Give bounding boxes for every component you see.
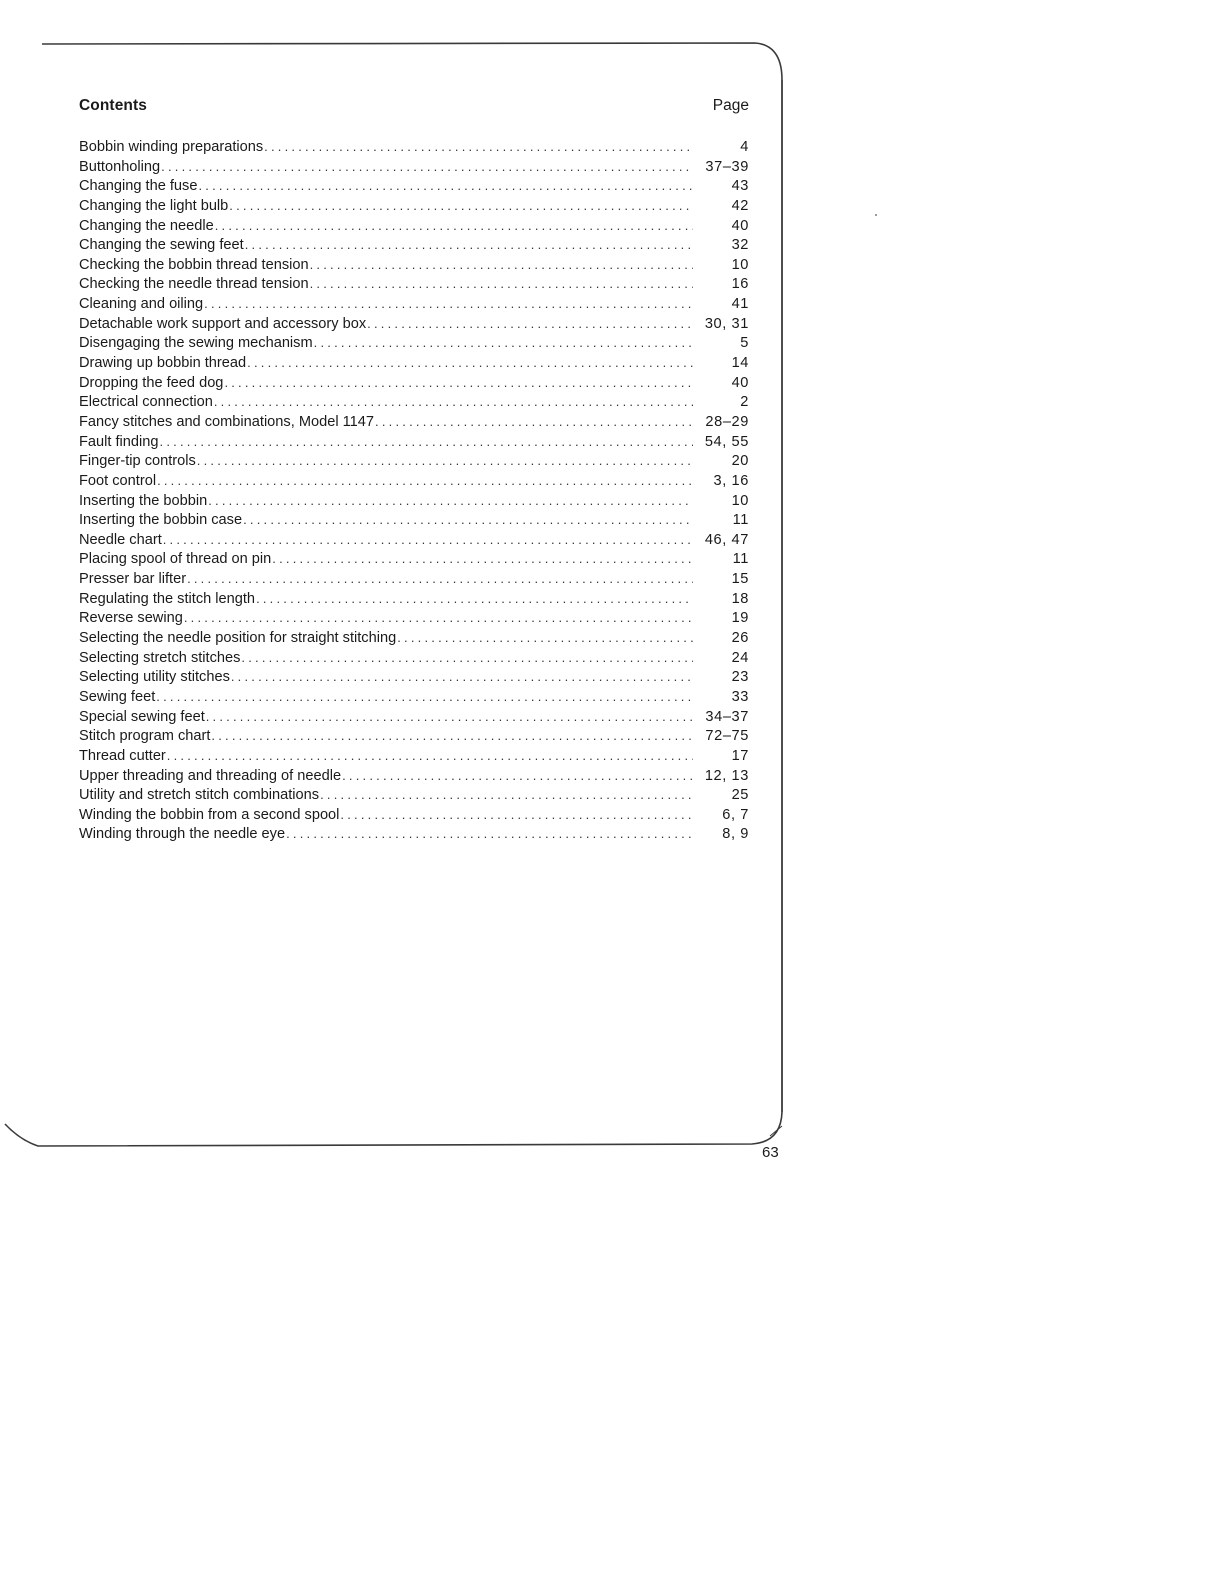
dot-leader bbox=[231, 667, 693, 687]
toc-entry-topic: Changing the light bulb bbox=[79, 197, 229, 214]
toc-entry-page: 10 bbox=[731, 256, 749, 273]
toc-entry-topic: Stitch program chart bbox=[79, 728, 211, 745]
toc-entry-topic: Thread cutter bbox=[79, 747, 166, 764]
dot-leader bbox=[229, 196, 693, 216]
contents-list bbox=[79, 137, 749, 844]
toc-entry-page: 12, 13 bbox=[704, 767, 749, 784]
frame-top-line bbox=[42, 43, 782, 80]
toc-entry bbox=[79, 589, 749, 609]
toc-entry-topic: Buttonholing bbox=[79, 158, 161, 175]
toc-entry-topic: Reverse sewing bbox=[79, 610, 183, 627]
toc-entry-topic: Changing the needle bbox=[79, 217, 214, 234]
toc-entry-page: 19 bbox=[731, 610, 749, 627]
toc-entry-page: 18 bbox=[731, 590, 749, 607]
toc-entry-page: 15 bbox=[731, 571, 749, 588]
dot-leader bbox=[161, 157, 693, 177]
toc-entry bbox=[79, 766, 749, 786]
page-column-heading: Page bbox=[712, 97, 749, 114]
page-number: 63 bbox=[762, 1144, 779, 1161]
dot-leader bbox=[272, 549, 693, 569]
dot-leader bbox=[198, 176, 693, 196]
toc-entry-topic: Foot control bbox=[79, 472, 157, 489]
toc-entry-topic: Bobbin winding preparations bbox=[79, 139, 264, 155]
toc-entry-topic: Winding through the needle eye bbox=[79, 826, 286, 843]
toc-entry-topic: Detachable work support and accessory box bbox=[79, 315, 367, 332]
dot-leader bbox=[310, 274, 693, 294]
toc-entry bbox=[79, 530, 749, 550]
dot-leader bbox=[264, 137, 693, 157]
toc-entry-topic: Changing the sewing feet bbox=[79, 237, 244, 254]
contents-title: Contents bbox=[79, 97, 147, 114]
toc-entry-page: 8, 9 bbox=[722, 826, 749, 843]
dot-leader bbox=[375, 412, 693, 432]
toc-entry bbox=[79, 373, 749, 393]
toc-entry-page: 32 bbox=[731, 237, 749, 254]
toc-entry bbox=[79, 451, 749, 471]
toc-entry bbox=[79, 549, 749, 569]
toc-entry-page: 26 bbox=[731, 630, 749, 647]
dot-leader bbox=[163, 530, 693, 550]
toc-entry-page: 54, 55 bbox=[704, 433, 749, 450]
toc-entry bbox=[79, 216, 749, 236]
toc-entry-page: 40 bbox=[731, 374, 749, 391]
toc-entry bbox=[79, 235, 749, 255]
toc-entry-topic: Utility and stretch stitch combinations bbox=[79, 787, 320, 804]
toc-entry-page: 33 bbox=[731, 688, 749, 705]
dot-leader bbox=[256, 589, 693, 609]
dot-leader bbox=[314, 333, 693, 353]
toc-entry-topic: Sewing feet bbox=[79, 688, 156, 705]
toc-entry-topic: Selecting the needle position for straight stitching bbox=[79, 630, 397, 647]
toc-entry-topic: Checking the bobbin thread tension bbox=[79, 256, 309, 273]
toc-entry bbox=[79, 432, 749, 452]
dot-leader bbox=[245, 235, 693, 255]
toc-entry bbox=[79, 824, 749, 844]
toc-entry-topic: Changing the fuse bbox=[79, 178, 198, 195]
toc-entry bbox=[79, 471, 749, 491]
toc-entry-topic: Cleaning and oiling bbox=[79, 296, 204, 313]
dot-leader bbox=[214, 392, 693, 412]
dot-leader bbox=[215, 216, 693, 236]
toc-entry bbox=[79, 785, 749, 805]
toc-entry-topic: Selecting stretch stitches bbox=[79, 649, 241, 666]
toc-entry-page: 2 bbox=[740, 394, 749, 411]
dot-leader bbox=[187, 569, 693, 589]
toc-entry-page: 23 bbox=[731, 669, 749, 686]
toc-entry-topic: Checking the needle thread tension bbox=[79, 276, 309, 293]
dot-leader bbox=[243, 510, 693, 530]
stray-mark bbox=[875, 214, 877, 216]
toc-entry-page: 34–37 bbox=[705, 708, 749, 725]
toc-entry-page: 6, 7 bbox=[722, 806, 749, 823]
toc-entry-page: 4 bbox=[740, 139, 749, 155]
dot-leader bbox=[320, 785, 693, 805]
toc-entry bbox=[79, 314, 749, 334]
toc-entry-topic: Finger-tip controls bbox=[79, 453, 196, 470]
toc-entry bbox=[79, 648, 749, 668]
dot-leader bbox=[224, 373, 693, 393]
dot-leader bbox=[197, 451, 693, 471]
dot-leader bbox=[211, 726, 693, 746]
toc-entry bbox=[79, 667, 749, 687]
dot-leader bbox=[342, 766, 693, 786]
toc-entry-topic: Special sewing feet bbox=[79, 708, 205, 725]
toc-entry-page: 3, 16 bbox=[713, 472, 749, 489]
toc-entry bbox=[79, 608, 749, 628]
dot-leader bbox=[286, 824, 693, 844]
toc-entry bbox=[79, 510, 749, 530]
toc-entry-page: 25 bbox=[731, 787, 749, 804]
dot-leader bbox=[340, 805, 693, 825]
toc-entry-topic: Inserting the bobbin bbox=[79, 492, 208, 509]
toc-entry bbox=[79, 628, 749, 648]
toc-entry bbox=[79, 274, 749, 294]
toc-entry-topic: Selecting utility stitches bbox=[79, 669, 230, 686]
dot-leader bbox=[160, 432, 693, 452]
dot-leader bbox=[247, 353, 693, 373]
toc-entry-topic: Placing spool of thread on pin bbox=[79, 551, 272, 568]
toc-entry-topic: Presser bar lifter bbox=[79, 571, 187, 588]
toc-entry bbox=[79, 805, 749, 825]
dot-leader bbox=[367, 314, 693, 334]
toc-entry-page: 10 bbox=[731, 492, 749, 509]
dot-leader bbox=[204, 294, 693, 314]
toc-entry-topic: Electrical connection bbox=[79, 394, 213, 411]
toc-entry-page: 11 bbox=[732, 551, 749, 568]
toc-entry-topic: Needle chart bbox=[79, 531, 162, 548]
toc-entry bbox=[79, 294, 749, 314]
toc-entry bbox=[79, 491, 749, 511]
frame-bottom-corner-tick bbox=[770, 1126, 782, 1136]
toc-entry-topic: Fancy stitches and combinations, Model 1147 bbox=[79, 413, 375, 430]
dot-leader bbox=[208, 491, 693, 511]
toc-entry-page: 30, 31 bbox=[704, 315, 749, 332]
frame-bottom-line bbox=[5, 1112, 782, 1146]
toc-entry-page: 17 bbox=[731, 747, 749, 764]
dot-leader bbox=[184, 608, 693, 628]
toc-entry-topic: Drawing up bobbin thread bbox=[79, 355, 247, 372]
toc-entry-page: 16 bbox=[731, 276, 749, 293]
dot-leader bbox=[206, 707, 693, 727]
toc-entry bbox=[79, 176, 749, 196]
toc-entry bbox=[79, 707, 749, 727]
toc-entry bbox=[79, 137, 749, 157]
toc-entry bbox=[79, 333, 749, 353]
toc-entry-page: 40 bbox=[731, 217, 749, 234]
toc-entry bbox=[79, 746, 749, 766]
toc-entry bbox=[79, 392, 749, 412]
toc-entry bbox=[79, 726, 749, 746]
toc-entry bbox=[79, 412, 749, 432]
toc-entry-topic: Inserting the bobbin case bbox=[79, 512, 243, 529]
contents-header bbox=[79, 95, 749, 119]
dot-leader bbox=[157, 471, 693, 491]
toc-entry bbox=[79, 569, 749, 589]
toc-entry-page: 43 bbox=[731, 178, 749, 195]
dot-leader bbox=[310, 255, 693, 275]
toc-entry-topic: Upper threading and threading of needle bbox=[79, 767, 342, 784]
dot-leader bbox=[156, 687, 693, 707]
toc-entry bbox=[79, 255, 749, 275]
toc-entry-page: 11 bbox=[732, 512, 749, 529]
toc-entry-page: 24 bbox=[731, 649, 749, 666]
toc-entry bbox=[79, 157, 749, 177]
toc-entry-topic: Regulating the stitch length bbox=[79, 590, 256, 607]
toc-entry-page: 5 bbox=[740, 335, 749, 352]
toc-entry-page: 37–39 bbox=[705, 158, 749, 175]
toc-entry-page: 14 bbox=[731, 355, 749, 372]
toc-entry-page: 42 bbox=[731, 197, 749, 214]
toc-entry-topic: Disengaging the sewing mechanism bbox=[79, 335, 313, 352]
toc-entry-topic: Dropping the feed dog bbox=[79, 374, 224, 391]
toc-entry bbox=[79, 687, 749, 707]
toc-entry-page: 41 bbox=[731, 296, 749, 313]
toc-entry-topic: Winding the bobbin from a second spool bbox=[79, 806, 340, 823]
dot-leader bbox=[167, 746, 693, 766]
toc-entry bbox=[79, 353, 749, 373]
dot-leader bbox=[397, 628, 693, 648]
toc-entry bbox=[79, 196, 749, 216]
toc-entry-topic: Fault finding bbox=[79, 433, 159, 450]
dot-leader bbox=[241, 648, 693, 668]
toc-entry-page: 20 bbox=[731, 453, 749, 470]
toc-entry-page: 28–29 bbox=[705, 413, 749, 430]
toc-entry-page: 46, 47 bbox=[704, 531, 749, 548]
toc-entry-page: 72–75 bbox=[705, 728, 749, 745]
